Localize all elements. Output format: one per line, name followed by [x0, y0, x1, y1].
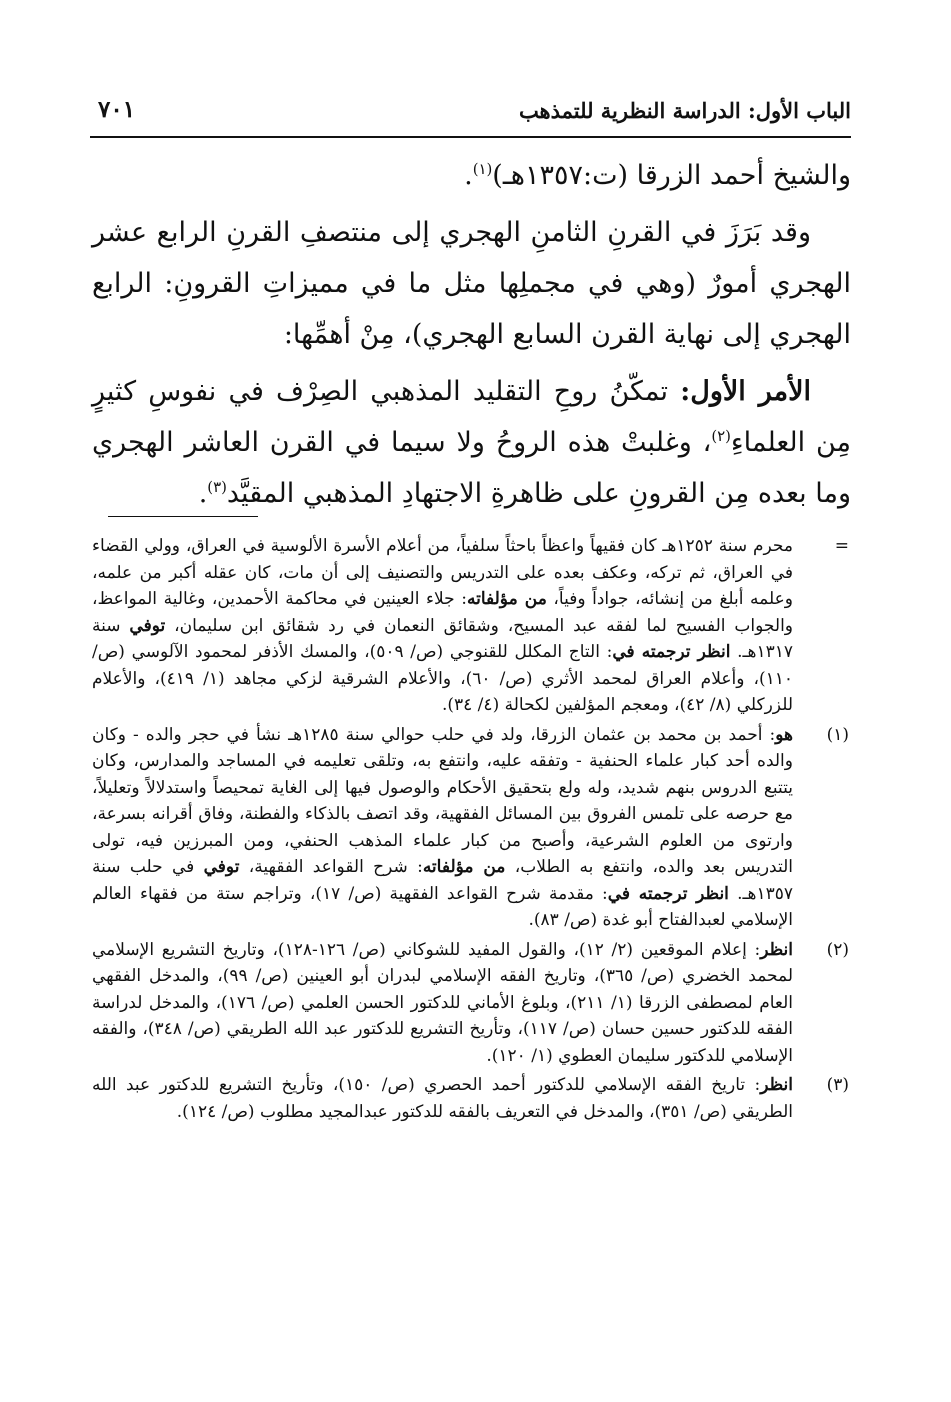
paragraph-1-text: والشيخ أحمد الزرقا (ت:١٣٥٧هـ) — [492, 160, 851, 191]
footnote-ref-1: (١) — [472, 160, 493, 178]
fn3-text: : تاريخ الفقه الإسلامي للدكتور أحمد الحصري (ص/ ١٥٠)، وتأريخ التشريع للدكتور عبد الله الطريقي (ص/ ٣٥١)، والمدخل في التعريف بالفقه للدكتور عبدالمجيد مطلوب (ص/ ١٢٤). — [92, 1075, 793, 1122]
footnote-2 — [92, 937, 851, 1070]
footnote-1-mark: (١) — [826, 724, 849, 745]
paragraph-3-text-a: تمكّنُ روحِ التقليد المذهبي الصِرْف في نفوسِ كثيرٍ مِن العلماءِ — [92, 376, 851, 458]
cont-text-c: : جلاء العينين في محاكمة الأحمدين، وغالية المواعظ، والجواب الفسيح لما لفقه عبد المسيح، وشقائق النعمان في رد شقائق ابن سليمان، — [92, 589, 793, 636]
paragraph-2: وقد بَرَزَ في القرنِ الثامنِ الهجري إلى منتصفِ القرنِ الرابع عشر الهجري أمورٌ (وهي في مجملِها مثل ما في مميزاتِ القرونِ: الرابع الهجري إلى نهاية القرن السابع الهجري)، مِنْ أهمِّها: — [92, 217, 851, 350]
footnote-ref-3: (٣) — [207, 478, 227, 496]
fn2-label-see: انظر — [760, 939, 793, 960]
cont-text-g: : التاج المكلل للقنوجي (ص/ ٥٠٩)، والمسك الأذفر لمحمود الآلوسي (ص/ ١١٠)، وأعلام العراق لمحمد الأثري (ص/ ٦٠)، والأعلام الشرقية لزكي مجاهد (١/ ٤١٩)، والأعلام للزركلي (٨/ ٤٢)، ومعجم المؤلفين لكحالة (٤/ ٣٤). — [92, 642, 794, 715]
footnote-continuation — [92, 533, 851, 719]
paragraph-3 — [92, 366, 851, 519]
paragraph-1-end: . — [464, 160, 473, 191]
paragraph-1 — [92, 150, 851, 201]
paragraph-3-text-b: ، وغلبتْ هذه الروحُ ولا سيما في القرن العاشر الهجري وما بعده مِن القرونِ على ظاهرةِ الاجتهادِ المذهبي المقيَّد — [92, 427, 851, 509]
paragraph-3-end: . — [198, 478, 208, 509]
main-text — [92, 150, 851, 519]
footnote-1 — [92, 722, 851, 934]
continuation-mark: = — [834, 536, 849, 556]
page-header — [90, 92, 851, 138]
running-title: الباب الأول: الدراسة النظرية للتمذهب — [518, 98, 851, 123]
cont-label-works: من مؤلفاته — [467, 589, 547, 609]
footnote-3 — [92, 1072, 851, 1125]
fn1-text-h: : مقدمة شرح القواعد الفقهية (ص/ ١٧)، وتراجم ستة من فقهاء العالم الإسلامي لعبدالفتاح أبو غدة (ص/ ٨٣). — [92, 883, 793, 930]
fn1-label-see: انظر ترجمته في — [607, 883, 729, 904]
paragraph-3-lead: الأمر الأول: — [680, 376, 812, 407]
fn3-label-see: انظر — [760, 1075, 793, 1095]
footnote-2-mark: (٢) — [826, 939, 849, 960]
fn1-text-f: في حلب سنة ١٣٥٧هـ. — [92, 857, 793, 904]
fn1-text-b: : أحمد بن محمد بن عثمان الزرقا، ولد في حلب حوالي سنة ١٢٨٥هـ نشأ في حجر والده - وكان والده أحد كبار علماء الحنفية - وتفقه عليه، وانتفع به، وتلقى تعليمه في المساجد والمدارس، وكان يتتبع الدروس بنهم شديد، وله ولع بتحقيق الأحكام والوصول فيها إلى الغاية تمحيصاً واستدلالاً وتعليلاً، مع حرصه على تلمس الفروق بين المسائل الفقهية، وقد اتصف بالذكاء والفطنة، وفاق أقرانه بسرعة، وارتوى من العلوم الشرعية، وأصبح من كبار علماء المذهب الحنفي، ومن المبرزين فيه، تولى التدريس بعد والده، وانتفع به الطلاب، — [92, 724, 793, 877]
cont-label-died: توفي — [129, 615, 166, 636]
cont-text-e: سنة ١٣١٧هـ. — [92, 615, 794, 662]
fn1-label-died: توفي — [203, 857, 240, 877]
cont-label-see: انظر ترجمته في — [612, 642, 731, 662]
fn1-label-works: من مؤلفاته — [422, 857, 506, 877]
footnote-ref-2: (٢) — [711, 427, 731, 445]
page-number: ٧٠١ — [98, 96, 136, 123]
footnote-separator — [108, 516, 258, 517]
footnote-3-mark: (٣) — [826, 1075, 849, 1095]
fn1-label-he: هو — [775, 724, 793, 745]
fn1-text-d: : شرح القواعد الفقهية، — [239, 857, 423, 877]
fn2-text: : إعلام الموقعين (٢/ ١٢)، والقول المفيد للشوكاني (ص/ ١٢٦-١٢٨)، وتاريخ التشريع الإسلامي لمحمد الخضري (ص/ ٣٦٥)، وتاريخ الفقه الإسلامي لبدران أبو العينين (ص/ ٩٩)، والمدخل الفقهي العام لمصطفى الزرقا (١/ ٢١١)، وبلوغ الأماني للدكتور الحسن العلمي (ص/ ١٧٦)، والمدخل لدراسة الفقه للدكتور حسين حسان (ص/ ١١٧)، وتأريخ التشريع للدكتور عبد الله الطريقي (ص/ ٣٤٨)، والفقه الإسلامي للدكتور سليمان العطوي (١/ ١٢٠). — [92, 939, 794, 1066]
cont-text-a: محرم سنة ١٢٥٢هـ كان فقيهاً واعظاً باحثاً سلفياً، من أعلام الأسرة الألوسية في العراق، وولي القضاء في العراق، ثم تركه، وعكف بعده على التدريس والتصنيف إلى أن مات، كان عقله أكبر من علمه، وعلمه أبلغ من إنشائه، جواداً وفياً، — [92, 536, 793, 609]
footnotes — [92, 533, 851, 1128]
